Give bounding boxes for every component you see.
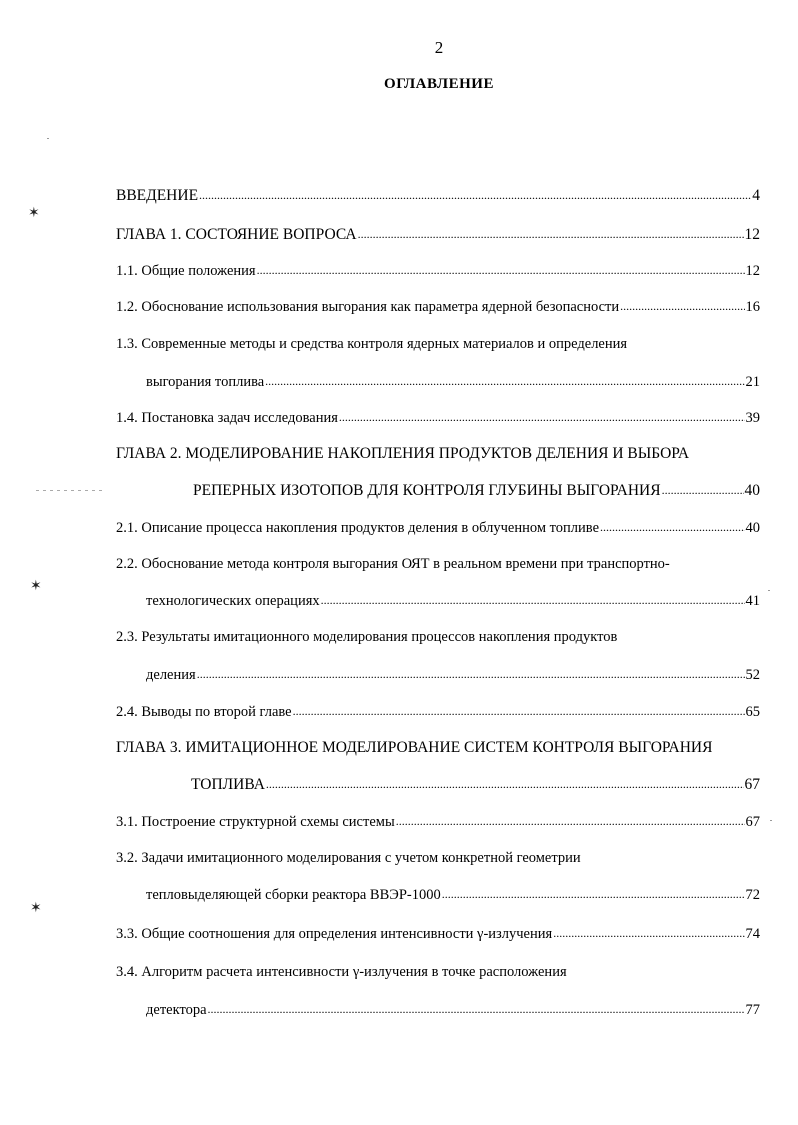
toc-entry-page: 72	[745, 887, 760, 903]
toc-entry-label: выгорания топлива	[146, 374, 265, 390]
toc-entry-3-3[interactable]	[116, 925, 760, 943]
toc-entry-3-4[interactable]	[146, 1001, 760, 1019]
dot-leader	[620, 297, 744, 315]
toc-entry-chapter-2[interactable]	[193, 482, 760, 500]
toc-entry-introduction[interactable]	[116, 187, 760, 205]
toc-entry-2-4[interactable]	[116, 703, 760, 721]
dot-leader	[208, 1000, 745, 1018]
toc-entry-1-1[interactable]	[116, 262, 760, 280]
dot-leader	[199, 186, 751, 204]
page-number: 2	[434, 38, 444, 57]
toc-entry-chapter-3[interactable]	[191, 776, 760, 794]
toc-entry-1-4[interactable]	[116, 409, 760, 427]
toc-entry-label: 1.1. Общие положения	[116, 263, 256, 279]
toc-entry-2-3[interactable]	[146, 666, 760, 684]
scan-mark-icon: ✶	[30, 901, 42, 916]
toc-entry-label: деления	[146, 667, 196, 683]
dot-leader	[321, 591, 745, 609]
dot-leader	[396, 812, 745, 830]
toc-entry-2-1[interactable]	[116, 519, 760, 537]
toc-entry-label: 3.1. Построение структурной схемы системы	[116, 814, 395, 830]
toc-entry-chapter-2-line1[interactable]: ГЛАВА 2. МОДЕЛИРОВАНИЕ НАКОПЛЕНИЯ ПРОДУКТОВ ДЕЛЕНИЯ И ВЫБОРА	[116, 445, 690, 462]
dot-leader	[442, 885, 745, 903]
toc-entry-1-3-line1[interactable]: 1.3. Современные методы и средства контроля ядерных материалов и определения	[116, 336, 628, 352]
toc-entry-1-2[interactable]	[116, 298, 760, 316]
toc-entry-page: 16	[745, 299, 760, 315]
toc-entry-label: 1.4. Постановка задач исследования	[116, 410, 338, 426]
scan-mark-icon: ✶	[28, 206, 40, 221]
scan-speck	[768, 590, 770, 591]
toc-entry-label: тепловыделяющей сборки реактора ВВЭР-1000	[146, 887, 441, 903]
toc-entry-label: технологических операциях	[146, 593, 320, 609]
scan-mark-icon: ✶	[30, 579, 42, 594]
toc-entry-page: 77	[745, 1002, 760, 1018]
toc-entry-2-2-line1[interactable]: 2.2. Обоснование метода контроля выгорания ОЯТ в реальном времени при транспортно-	[116, 556, 670, 572]
toc-entry-1-3[interactable]	[146, 373, 760, 391]
dot-leader	[358, 225, 744, 243]
toc-entry-label: РЕПЕРНЫХ ИЗОТОПОВ ДЛЯ КОНТРОЛЯ ГЛУБИНЫ ВЫГОРАНИЯ	[193, 482, 661, 499]
toc-entry-label: 3.3. Общие соотношения для определения интенсивности γ-излучения	[116, 926, 553, 942]
dot-leader	[662, 481, 744, 499]
toc-entry-3-2[interactable]	[146, 886, 760, 904]
toc-entry-label: ВВЕДЕНИЕ	[116, 187, 199, 204]
dot-leader	[293, 702, 745, 720]
dot-leader	[553, 924, 744, 942]
toc-entry-label: 2.1. Описание процесса накопления продуктов деления в облученном топливе	[116, 520, 600, 536]
toc-entry-2-3-line1[interactable]: 2.3. Результаты имитационного моделирования процессов накопления продуктов	[116, 629, 618, 645]
toc-entry-page: 41	[745, 593, 760, 609]
toc-entry-page: 52	[745, 667, 760, 683]
toc-entry-label: ТОПЛИВА	[191, 776, 265, 793]
toc-entry-page: 39	[745, 410, 760, 426]
scan-speck	[36, 490, 106, 491]
toc-entry-label: детектора	[146, 1002, 207, 1018]
toc-entry-label: 1.2. Обоснование использования выгорания как параметра ядерной безопасности	[116, 299, 620, 315]
dot-leader	[257, 261, 745, 279]
toc-entry-page: 40	[744, 482, 760, 499]
toc-entry-label: ГЛАВА 1. СОСТОЯНИЕ ВОПРОСА	[116, 226, 357, 243]
toc-entry-chapter-3-line1[interactable]: ГЛАВА 3. ИМИТАЦИОННОЕ МОДЕЛИРОВАНИЕ СИСТЕМ КОНТРОЛЯ ВЫГОРАНИЯ	[116, 739, 713, 756]
dot-leader	[600, 518, 744, 536]
scan-speck	[770, 820, 772, 821]
toc-entry-page: 65	[745, 704, 760, 720]
toc-entry-3-4-line1[interactable]: 3.4. Алгоритм расчета интенсивности γ-излучения в точке расположения	[116, 964, 567, 980]
toc-entry-page: 4	[752, 187, 760, 204]
dot-leader	[339, 408, 745, 426]
toc-entry-label: 2.4. Выводы по второй главе	[116, 704, 292, 720]
toc-entry-page: 67	[745, 814, 760, 830]
toc-entry-page: 74	[745, 926, 760, 942]
dot-leader	[266, 775, 744, 793]
toc-entry-page: 67	[744, 776, 760, 793]
toc-title: ОГЛАВЛЕНИЕ	[384, 76, 494, 92]
toc-entry-page: 21	[745, 374, 760, 390]
scan-speck	[47, 138, 49, 139]
toc-entry-2-2[interactable]	[146, 592, 760, 610]
toc-entry-page: 12	[745, 263, 760, 279]
toc-entry-page: 40	[745, 520, 760, 536]
toc-entry-page: 12	[744, 226, 760, 243]
dot-leader	[197, 665, 745, 683]
toc-entry-3-1[interactable]	[116, 813, 760, 831]
toc-entry-chapter-1[interactable]	[116, 226, 760, 244]
toc-entry-3-2-line1[interactable]: 3.2. Задачи имитационного моделирования с учетом конкретной геометрии	[116, 850, 581, 866]
dot-leader	[265, 372, 744, 390]
